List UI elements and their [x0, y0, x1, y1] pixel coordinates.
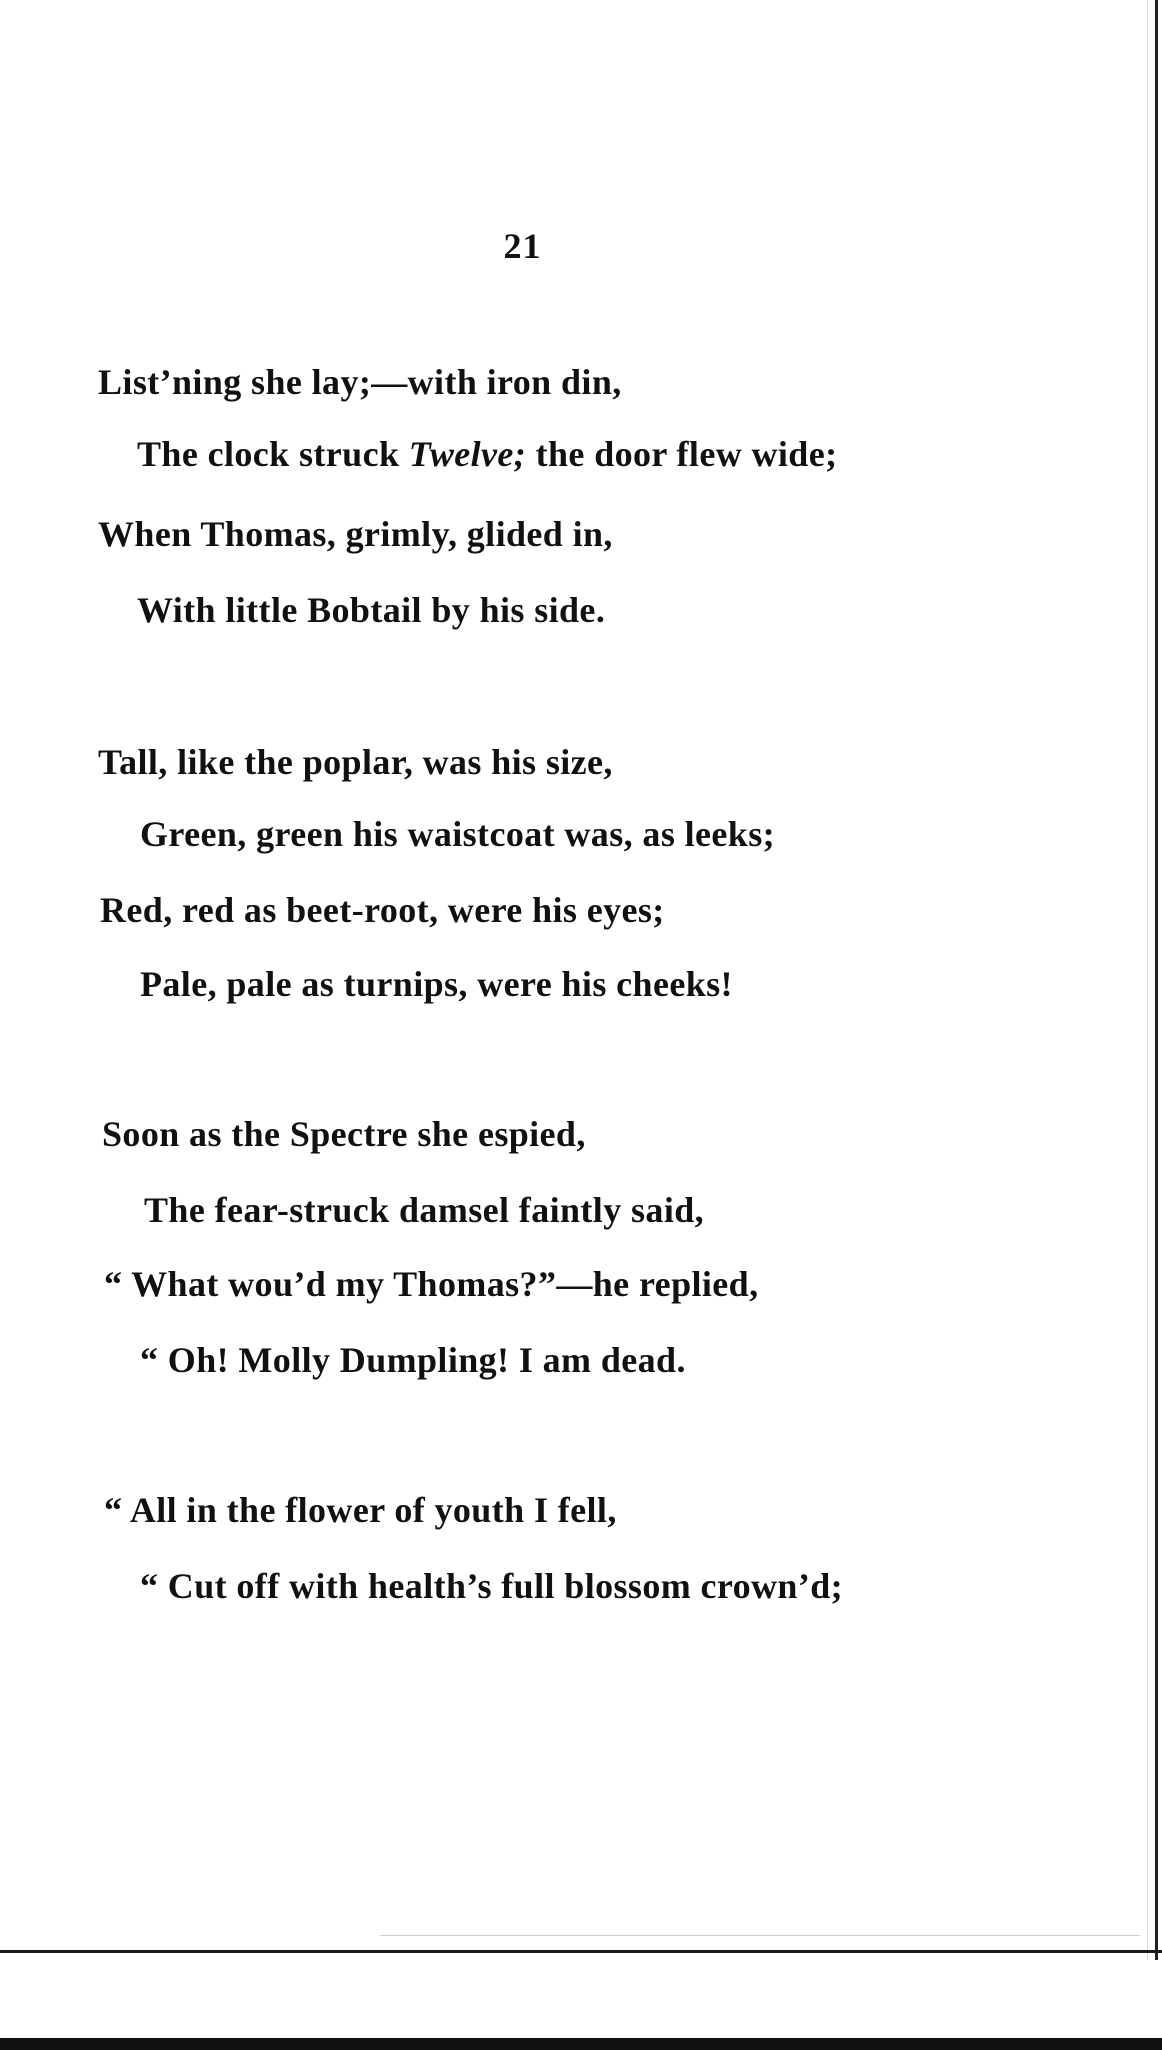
verse-line: “ All in the flower of youth I fell, — [104, 1490, 617, 1530]
page-edge — [1155, 0, 1158, 1960]
verse-line: “ What wou’d my Thomas?”—he replied, — [104, 1264, 759, 1304]
verse-line: With little Bobtail by his side. — [137, 590, 606, 630]
verse-line: Pale, pale as turnips, were his cheeks! — [140, 964, 733, 1004]
verse-line: Red, red as beet-root, were his eyes; — [100, 890, 665, 930]
verse-line: Green, green his waistcoat was, as leeks; — [140, 814, 776, 854]
verse-line — [137, 432, 838, 476]
emphasized-word: Twelve; — [408, 434, 527, 474]
page-bottom-edge — [0, 2038, 1162, 2050]
verse-line: Soon as the Spectre she espied, — [102, 1114, 586, 1154]
page-number: 21 — [503, 226, 542, 266]
verse-line: The fear-struck damsel faintly said, — [144, 1190, 705, 1230]
page-edge-shadow — [1147, 0, 1148, 1960]
verse-line: When Thomas, grimly, glided in, — [98, 514, 613, 554]
verse-line: Tall, like the poplar, was his size, — [98, 742, 613, 782]
footer-rule-faint — [380, 1935, 1140, 1936]
verse-line: List’ning she lay;—with iron din, — [98, 362, 622, 402]
verse-line: “ Cut off with health’s full blossom crown’d; — [140, 1566, 844, 1606]
verse-line-text: The clock struck Twelve; the door flew wide; — [137, 434, 838, 474]
verse-line: “ Oh! Molly Dumpling! I am dead. — [140, 1340, 686, 1380]
footer-rule — [0, 1950, 1162, 1953]
